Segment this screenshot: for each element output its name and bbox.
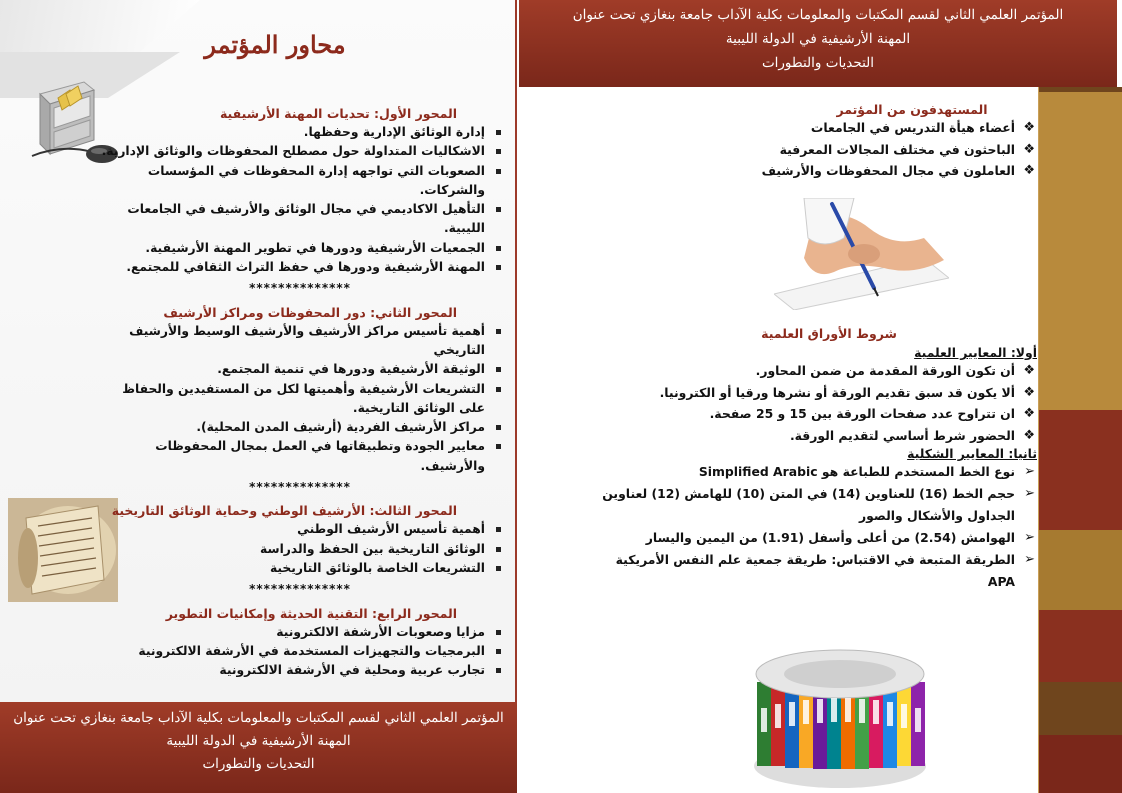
item-text: الطريقة المتبعة في الاقتباس: طريقة جمعية علم النفس الأمريكية APA bbox=[615, 552, 1015, 589]
list-item bbox=[747, 160, 1037, 182]
conditions-heading: شروط الأوراق العلمية bbox=[761, 326, 897, 341]
axes-title: محاور المؤتمر bbox=[204, 30, 346, 59]
banner-line-2: المهنة الأرشيفية في الدولة الليبية bbox=[166, 733, 351, 749]
item-text: مراكز الأرشيف الفردية (أرشيف المدن المحلية). bbox=[196, 420, 485, 435]
side-band-red bbox=[1039, 410, 1122, 530]
item-text: الجمعيات الأرشيفية ودورها في تطوير المهنة الأرشيفية. bbox=[145, 240, 485, 255]
list-item bbox=[747, 139, 1037, 161]
axis-heading: المحور الرابع: التقنية الحديثة وإمكانيات التطوير bbox=[165, 605, 457, 621]
formal-criteria-label: ثانيا: المعايير الشكلية bbox=[907, 446, 1037, 461]
axis-3 bbox=[95, 501, 505, 599]
square-bullet-icon bbox=[496, 130, 501, 135]
item-text: الوثائق التاريخية بين الحفظ والدراسة bbox=[260, 541, 485, 556]
arrow-bullet-icon: ➢ bbox=[1024, 464, 1035, 479]
audience-heading: المستهدفون من المؤتمر bbox=[836, 102, 988, 117]
square-bullet-icon bbox=[496, 207, 501, 212]
square-bullet-icon bbox=[496, 149, 501, 154]
list-item bbox=[95, 540, 505, 559]
item-text: العاملون في مجال المحفوظات والأرشيف bbox=[761, 163, 1015, 178]
separator: ************** bbox=[249, 582, 351, 597]
arrow-bullet-icon: ➢ bbox=[1024, 530, 1035, 545]
axis-1 bbox=[95, 104, 505, 299]
square-bullet-icon bbox=[496, 367, 501, 372]
square-bullet-icon bbox=[496, 566, 501, 571]
conference-banner-top bbox=[519, 0, 1117, 87]
item-text: الاشكاليات المتداولة حول مصطلح المحفوظات والوثائق الإدارية. bbox=[101, 144, 485, 159]
list-item bbox=[95, 258, 505, 277]
square-bullet-icon bbox=[496, 649, 501, 654]
square-bullet-icon bbox=[496, 169, 501, 174]
item-text: مزايا وصعوبات الأرشفة الالكترونية bbox=[276, 624, 485, 639]
list-item bbox=[601, 549, 1037, 593]
side-band-red bbox=[1039, 610, 1122, 682]
item-text: الهوامش (2.54) من أعلى وأسفل (1.91) من اليمين واليسار bbox=[645, 530, 1015, 545]
list-item bbox=[95, 559, 505, 578]
square-bullet-icon bbox=[496, 630, 501, 635]
square-bullet-icon bbox=[496, 329, 501, 334]
item-text: ألا يكون قد سبق تقديم الورقة أو نشرها ورقيا أو الكترونيا. bbox=[659, 384, 1015, 400]
item-text: الصعوبات التي تواجهه إدارة المحفوظات في المؤسسات والشركات. bbox=[147, 163, 485, 197]
side-band-gold bbox=[1039, 530, 1122, 610]
list-item bbox=[747, 117, 1037, 139]
diamond-bullet-icon: ❖ bbox=[1023, 163, 1035, 178]
left-panel bbox=[0, 0, 517, 793]
side-band-gold bbox=[1039, 92, 1122, 410]
diamond-bullet-icon: ❖ bbox=[1023, 363, 1035, 378]
axes-list bbox=[95, 104, 505, 680]
list-item bbox=[95, 623, 505, 642]
list-item bbox=[95, 322, 505, 361]
conditions-section bbox=[601, 326, 1037, 593]
list-item bbox=[95, 661, 505, 680]
separator: ************** bbox=[249, 281, 351, 296]
item-text: أهمية تأسيس مراكز الأرشيف والأرشيف الوسيط والأرشيف التاريخي bbox=[129, 323, 485, 357]
square-bullet-icon bbox=[496, 547, 501, 552]
diamond-bullet-icon: ❖ bbox=[1023, 427, 1035, 443]
item-text: ان تتراوح عدد صفحات الورقة بين 15 و 25 صفحة. bbox=[709, 406, 1015, 421]
list-item bbox=[95, 380, 505, 419]
item-text: إدارة الوثائق الإدارية وحفظها. bbox=[303, 125, 485, 139]
square-bullet-icon bbox=[496, 425, 501, 430]
item-text: التشريعات الأرشيفية وأهميتها لكل من المستفيدين والحفاظ على الوثائق التاريخية. bbox=[122, 381, 485, 415]
list-item bbox=[95, 142, 505, 161]
list-item bbox=[601, 461, 1037, 483]
item-text: الوثيقة الأرشيفية ودورها في تنمية المجتمع. bbox=[217, 362, 485, 377]
banner-line-3: التحديات والتطورات bbox=[761, 55, 875, 71]
diamond-bullet-icon: ❖ bbox=[1023, 384, 1035, 400]
item-text: المهنة الأرشيفية ودورها في حفظ التراث الثقافي للمجتمع. bbox=[126, 260, 485, 275]
square-bullet-icon bbox=[496, 668, 501, 673]
side-band-red bbox=[1039, 735, 1122, 793]
item-text: أن تكون الورقة المقدمة من ضمن المحاور. bbox=[755, 363, 1015, 378]
axis-2 bbox=[95, 303, 505, 498]
conference-banner-bottom bbox=[0, 702, 517, 793]
diamond-bullet-icon: ❖ bbox=[1023, 406, 1035, 421]
item-text: التشريعات الخاصة بالوثائق التاريخية bbox=[269, 560, 485, 575]
item-text: أعضاء هيأة التدريس في الجامعات bbox=[810, 120, 1015, 135]
binders-ring-photo bbox=[751, 638, 929, 790]
list-item bbox=[95, 200, 505, 239]
banner-line-3: التحديات والتطورات bbox=[202, 756, 315, 772]
item-text: البرمجيات والتجهيزات المستخدمة في الأرشفة الالكترونية bbox=[138, 643, 485, 658]
list-item bbox=[95, 418, 505, 437]
item-text: التأهيل الاكاديمي في مجال الوثائق والأرشيف في الجامعات الليبية. bbox=[127, 202, 485, 236]
square-bullet-icon bbox=[496, 265, 501, 270]
banner-line-2: المهنة الأرشيفية في الدولة الليبية bbox=[725, 31, 911, 47]
axis-heading: المحور الثاني: دور المحفوظات ومراكز الأرشيف bbox=[163, 304, 457, 320]
list-item bbox=[95, 239, 505, 258]
item-text: نوع الخط المستخدم للطباعة هو Simplified Arabic bbox=[698, 464, 1015, 479]
list-item bbox=[601, 425, 1037, 447]
list-item bbox=[601, 382, 1037, 404]
item-text: الحضور شرط أساسي لتقديم الورقة. bbox=[789, 427, 1015, 443]
list-item bbox=[95, 642, 505, 661]
square-bullet-icon bbox=[496, 527, 501, 532]
list-item bbox=[95, 520, 505, 539]
list-item bbox=[601, 360, 1037, 382]
item-text: معايير الجودة وتطبيقاتها في العمل بمجال المحفوظات والأرشيف. bbox=[155, 439, 485, 473]
list-item bbox=[95, 360, 505, 379]
item-text: تجارب عربية ومحلية في الأرشفة الالكترونية bbox=[219, 663, 485, 678]
banner-line-1: المؤتمر العلمي الثاني لقسم المكتبات والمعلومات بكلية الآداب جامعة بنغازي تحت عنوان bbox=[572, 7, 1064, 23]
banner-line-1: المؤتمر العلمي الثاني لقسم المكتبات والمعلومات بكلية الآداب جامعة بنغازي تحت عنوان bbox=[13, 710, 504, 726]
item-text: الباحثون في مختلف المجالات المعرفية bbox=[779, 141, 1015, 157]
separator: ************** bbox=[249, 480, 351, 495]
arrow-bullet-icon: ➢ bbox=[1024, 486, 1035, 501]
list-item bbox=[601, 527, 1037, 549]
list-item bbox=[95, 162, 505, 201]
scientific-criteria-label: أولا: المعايير العلمية bbox=[914, 345, 1037, 360]
arrow-bullet-icon: ➢ bbox=[1024, 552, 1035, 567]
list-item bbox=[95, 437, 505, 476]
axis-4 bbox=[95, 604, 505, 681]
square-bullet-icon bbox=[496, 444, 501, 449]
axis-heading: المحور الثالث: الأرشيف الوطني وحماية الوثائق التاريخية bbox=[111, 503, 457, 519]
right-panel bbox=[519, 0, 1122, 793]
diamond-bullet-icon: ❖ bbox=[1023, 120, 1035, 135]
list-item bbox=[601, 403, 1037, 425]
axis-heading: المحور الأول: تحديات المهنة الأرشيفية bbox=[219, 106, 457, 121]
writing-hand-photo bbox=[774, 198, 949, 310]
item-text: حجم الخط (16) للعناوين (14) في المتن (10) للهامش (12) لعناوين الجداول والأشكال والصور bbox=[602, 486, 1015, 523]
list-item bbox=[601, 483, 1037, 527]
square-bullet-icon bbox=[496, 246, 501, 251]
item-text: أهمية تأسيس الأرشيف الوطني bbox=[297, 522, 485, 537]
square-bullet-icon bbox=[496, 387, 501, 392]
diamond-bullet-icon: ❖ bbox=[1023, 141, 1035, 157]
list-item bbox=[95, 123, 505, 142]
audience-section bbox=[747, 102, 1037, 182]
